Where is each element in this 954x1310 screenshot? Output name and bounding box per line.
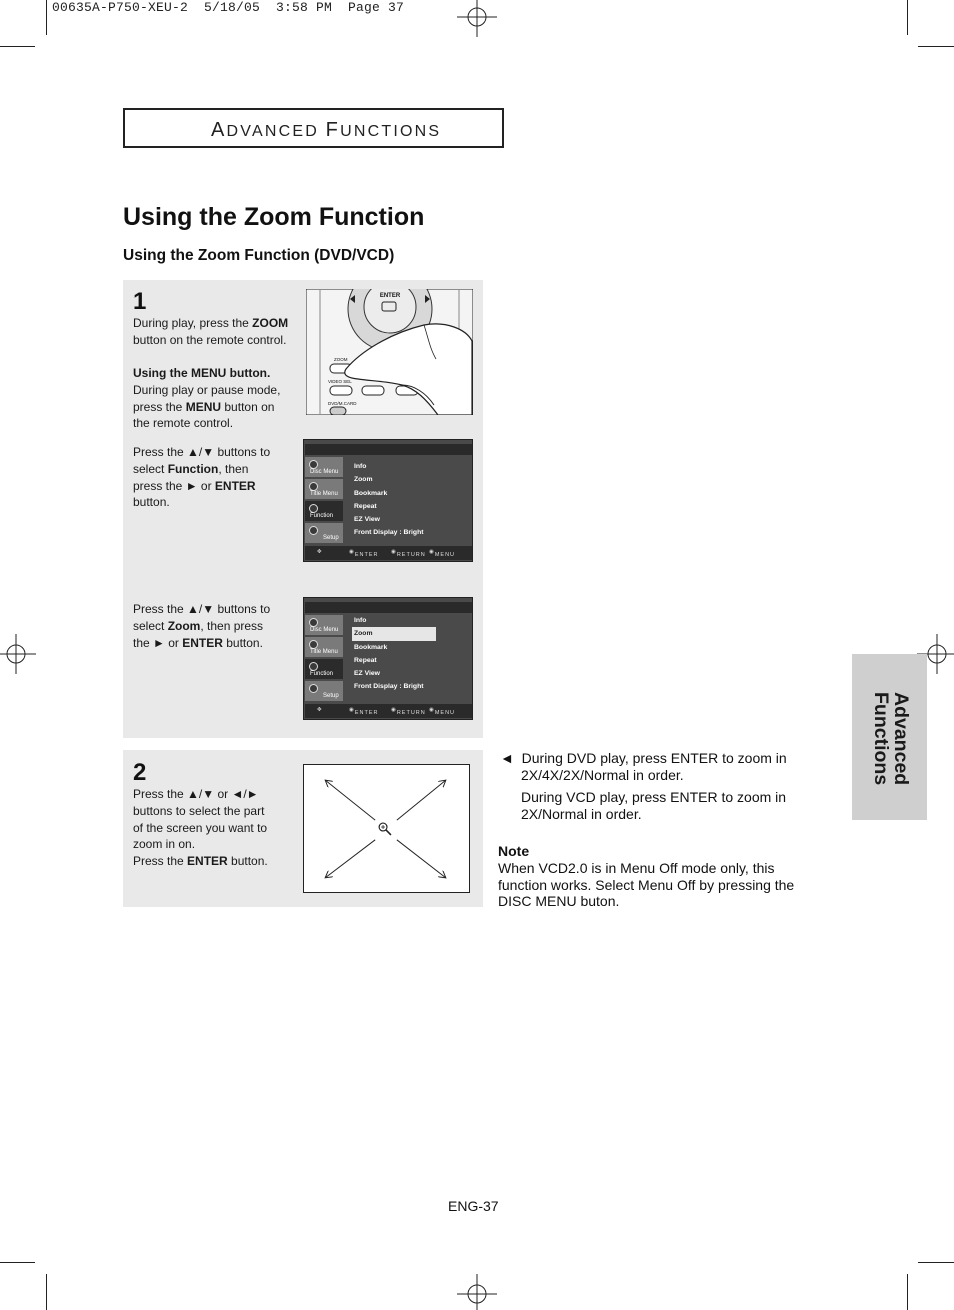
osd-side-setup: Setup bbox=[305, 681, 343, 701]
svg-text:VIDEO SEL: VIDEO SEL bbox=[328, 379, 352, 384]
osd-item-info: Info bbox=[354, 617, 367, 624]
zoom-screen-illustration bbox=[303, 764, 470, 893]
osd-side-function: Function bbox=[305, 501, 343, 521]
osd-top-bar bbox=[305, 444, 472, 455]
bullet-arrow-icon: ◄ bbox=[500, 750, 514, 766]
gear-icon bbox=[309, 684, 318, 693]
page-number: ENG-37 bbox=[448, 1198, 499, 1214]
osd-items bbox=[352, 460, 436, 540]
osd-item-front-display: Front Display : Bright bbox=[354, 683, 424, 691]
osd-menu-hint: ◉ MENU bbox=[429, 707, 456, 716]
registration-mark-bottom bbox=[457, 1274, 497, 1310]
osd-item-ez-view: EZ View bbox=[354, 670, 380, 678]
note-body: When VCD2.0 is in Menu Off mode only, this function works. Select Menu Off by pressing the DISC MENU buton. bbox=[498, 860, 795, 909]
chapter-side-tab bbox=[852, 654, 927, 820]
registration-mark-top bbox=[457, 0, 497, 37]
osd-item-zoom: Zoom bbox=[354, 476, 373, 484]
step-1-menu-instruction: Using the MENU button. During play or pause mode, press the MENU button on the remote control. bbox=[133, 366, 281, 431]
osd-enter-hint: ◉ ENTER bbox=[349, 707, 379, 716]
magnifier-icon bbox=[379, 823, 391, 835]
step-1-select-zoom: Press the ▲/▼ buttons to select Zoom, then press the ► or ENTER button. bbox=[133, 602, 271, 650]
osd-item-zoom-selected: Zoom bbox=[352, 627, 436, 640]
svg-text:ZOOM: ZOOM bbox=[334, 357, 348, 362]
osd-sidebar bbox=[305, 457, 343, 542]
sub-title: Using the Zoom Function (DVD/VCD) bbox=[123, 247, 395, 264]
nav-arrows-icon: ✥ bbox=[317, 549, 323, 555]
dvd-zoom-note: ◄ During DVD play, press ENTER to zoom in 2X/4X/2X/Normal in order. bbox=[500, 750, 787, 783]
nav-arrows-icon: ✥ bbox=[317, 707, 323, 713]
osd-item-bookmark: Bookmark bbox=[354, 643, 388, 651]
osd-items bbox=[352, 614, 436, 694]
osd-menu-function bbox=[303, 439, 473, 562]
note-heading: Note bbox=[498, 843, 530, 859]
title-icon bbox=[309, 640, 318, 649]
osd-enter-hint: ◉ ENTER bbox=[349, 549, 379, 558]
step-2-instruction: Press the ▲/▼ or ◄/► buttons to select the part of the screen you want to zoom in on. Press the ENTER button. bbox=[133, 787, 268, 869]
osd-side-title-menu: Title Menu bbox=[305, 637, 343, 657]
step-1-select-function: Press the ▲/▼ buttons to select Function, then press the ► or ENTER button. bbox=[133, 445, 271, 510]
step-2-number: 2 bbox=[133, 759, 147, 786]
print-slug: 00635A-P750-XEU-2 5/18/05 3:58 PM Page 37 bbox=[52, 0, 405, 15]
osd-menu-zoom-selected bbox=[303, 597, 473, 720]
osd-item-repeat: Repeat bbox=[354, 502, 377, 510]
function-icon bbox=[309, 662, 318, 671]
gear-icon bbox=[309, 526, 318, 535]
remote-control-illustration bbox=[306, 289, 473, 415]
disc-icon bbox=[309, 618, 318, 627]
osd-bottom-bar bbox=[305, 704, 472, 718]
title-icon bbox=[309, 482, 318, 491]
osd-side-title-menu: Title Menu bbox=[305, 479, 343, 499]
side-tab-line-1: Advanced bbox=[890, 692, 912, 786]
registration-mark-left bbox=[0, 634, 36, 674]
osd-sidebar bbox=[305, 615, 343, 700]
disc-icon bbox=[309, 460, 318, 469]
osd-item-front-display: Front Display : Bright bbox=[354, 529, 424, 537]
osd-side-function: Function bbox=[305, 659, 343, 679]
step-1-zoom-instruction: During play, press the ZOOM button on the remote control. bbox=[133, 316, 289, 347]
svg-text:ENTER: ENTER bbox=[379, 293, 401, 299]
osd-return-hint: ◉ RETURN bbox=[391, 707, 426, 716]
svg-text:DVD/M.CARD: DVD/M.CARD bbox=[328, 401, 357, 406]
section-header-box bbox=[123, 108, 504, 148]
osd-item-repeat: Repeat bbox=[354, 656, 377, 664]
osd-bottom-bar bbox=[305, 546, 472, 560]
osd-menu-hint: ◉ MENU bbox=[429, 549, 456, 558]
osd-item-ez-view: EZ View bbox=[354, 516, 380, 524]
osd-return-hint: ◉ RETURN bbox=[391, 549, 426, 558]
step-1-number: 1 bbox=[133, 288, 147, 315]
function-icon bbox=[309, 504, 318, 513]
osd-item-info: Info bbox=[354, 463, 367, 470]
osd-side-setup: Setup bbox=[305, 523, 343, 543]
page-title: Using the Zoom Function bbox=[123, 203, 425, 231]
vcd-zoom-note: During VCD play, press ENTER to zoom in 2X/Normal in order. bbox=[521, 789, 787, 822]
osd-side-disc-menu: Disc Menu bbox=[305, 457, 343, 477]
side-tab-line-2: Functions bbox=[870, 692, 892, 786]
osd-item-bookmark: Bookmark bbox=[354, 489, 388, 497]
section-header-text: ADVANCED FUNCTIONS bbox=[211, 119, 442, 141]
osd-top-bar bbox=[305, 602, 472, 613]
osd-side-disc-menu: Disc Menu bbox=[305, 615, 343, 635]
